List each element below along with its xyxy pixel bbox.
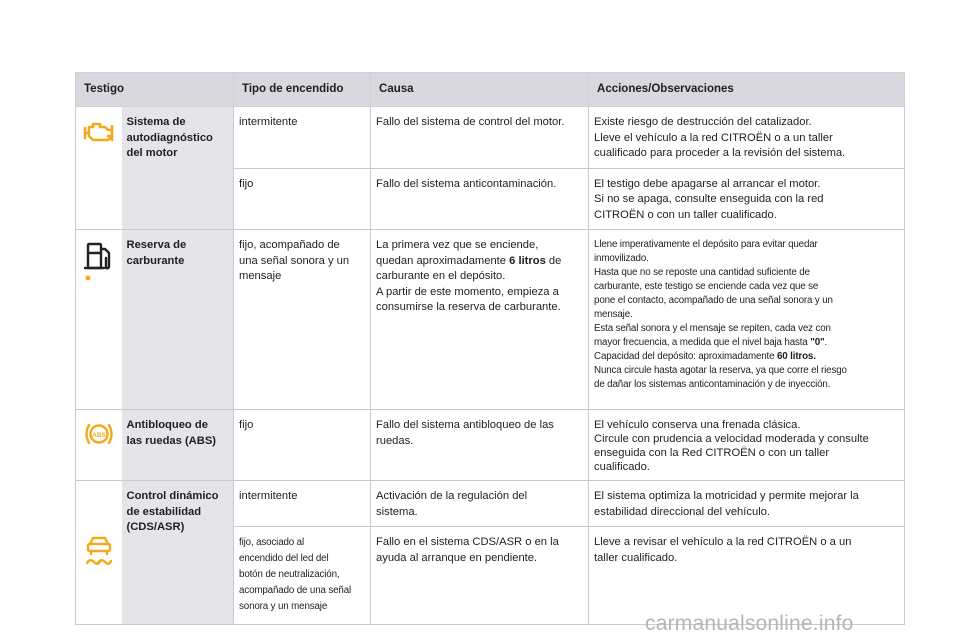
fuel-reserve-litres: 6 litros	[509, 254, 546, 267]
row-name-cell	[122, 107, 234, 230]
acciones-text: Lleve a revisar el vehículo a la red CITROËN o a un	[594, 536, 852, 548]
row-name-cell	[122, 410, 234, 481]
table-header-row	[76, 73, 905, 107]
row-name-cell	[122, 230, 234, 410]
tipo-text: intermitente	[239, 116, 298, 128]
tipo-cell	[234, 527, 371, 625]
acciones-text: Hasta que no se reposte una cantidad suficiente de	[594, 267, 810, 278]
table-row	[76, 230, 905, 410]
acciones-text: cualificado para proceder a la revisión del sistema.	[594, 147, 846, 159]
acciones-text: pone el contacto, acompañado de una señal sonora y un	[594, 295, 833, 306]
acciones-text: enseguida con la Red CITROËN o con un taller	[594, 447, 830, 459]
causa-cell	[371, 107, 589, 169]
icon-cell	[76, 107, 122, 230]
acciones-cell	[589, 168, 905, 230]
causa-cell	[371, 410, 589, 481]
acciones-text-part: mayor frecuencia, a medida que el nivel baja hasta	[594, 337, 811, 348]
stability-control-icon	[83, 533, 115, 567]
tipo-text: fijo, asociado al	[239, 537, 304, 548]
acciones-text: mensaje.	[594, 309, 633, 320]
acciones-text: Nunca circule hasta agotar la reserva, ya que corre el riesgo	[594, 365, 847, 376]
abs-icon	[83, 420, 115, 448]
acciones-text: Llene imperativamente el depósito para evitar quedar	[594, 239, 818, 250]
acciones-cell	[589, 481, 905, 527]
tipo-text: mensaje	[239, 270, 282, 282]
row-name-line: del motor	[126, 147, 178, 159]
row-name-line: de estabilidad	[126, 505, 202, 518]
header-acciones: Acciones/Observaciones	[589, 73, 905, 107]
acciones-text	[594, 336, 898, 350]
acciones-cell	[589, 230, 905, 410]
header-causa: Causa	[371, 73, 589, 107]
row-name-line: Reserva de	[126, 239, 187, 251]
tipo-cell	[234, 168, 371, 230]
icon-cell	[76, 481, 122, 625]
tipo-text: fijo	[239, 419, 254, 431]
causa-cell	[371, 230, 589, 410]
icon-cell	[76, 410, 122, 481]
engine-check-icon	[82, 119, 116, 147]
header-tipo: Tipo de encendido	[234, 73, 371, 107]
tipo-text: intermitente	[239, 490, 298, 502]
row-name-cell	[122, 481, 234, 625]
row-name-line: autodiagnóstico	[126, 131, 213, 144]
tipo-text: encendido del led del	[239, 553, 329, 564]
causa-text: carburante en el depósito.	[376, 270, 506, 282]
tipo-text: fijo	[239, 177, 254, 190]
causa-text: A partir de este momento, empieza a	[376, 285, 559, 298]
acciones-text-part: Capacidad del depósito: aproximadamente	[594, 351, 777, 362]
acciones-text: CITROËN o con un taller cualificado.	[594, 208, 777, 221]
tipo-cell	[234, 230, 371, 410]
acciones-text: El testigo debe apagarse al arrancar el motor.	[594, 177, 821, 190]
acciones-text: de dañar los sistemas anticontaminación y de inyección.	[594, 379, 831, 390]
acciones-text: Si no se apaga, consulte enseguida con la red	[594, 193, 824, 205]
tipo-text: fijo, acompañado de	[239, 239, 340, 251]
acciones-text: inmovilizado.	[594, 253, 649, 264]
row-name-line: Control dinámico	[126, 490, 219, 502]
tipo-text: botón de neutralización,	[239, 569, 340, 580]
acciones-text: El vehículo conserva una frenada clásica.	[594, 419, 801, 431]
acciones-text: carburante, este testigo se enciende cada vez que se	[594, 281, 819, 292]
table-row	[76, 107, 905, 169]
tipo-cell	[234, 481, 371, 527]
causa-text: Fallo en el sistema CDS/ASR o en la	[376, 536, 559, 548]
causa-text: consumirse la reserva de carburante.	[376, 301, 561, 313]
causa-text: Fallo del sistema de control del motor.	[376, 116, 565, 128]
table-row	[76, 481, 905, 527]
acciones-cell	[589, 527, 905, 625]
acciones-text: Existe riesgo de destrucción del catalizador.	[594, 116, 812, 128]
row-name-line: (CDS/ASR)	[126, 521, 185, 533]
acciones-text: estabilidad direccional del vehículo.	[594, 505, 771, 518]
causa-text: sistema.	[376, 505, 418, 518]
causa-cell	[371, 527, 589, 625]
causa-text: Fallo del sistema anticontaminación.	[376, 177, 557, 190]
causa-text: ayuda al arranque en pendiente.	[376, 551, 538, 564]
acciones-text: Circule con prudencia a velocidad moderada y consulte	[594, 433, 869, 445]
icon-cell	[76, 230, 122, 410]
acciones-text	[594, 350, 898, 364]
causa-text: ruedas.	[376, 434, 414, 447]
causa-cell	[371, 168, 589, 230]
row-name-line: Sistema de	[126, 116, 186, 128]
row-name-line: carburante	[126, 254, 185, 267]
tipo-cell	[234, 410, 371, 481]
acciones-text: El sistema optimiza la motricidad y permite mejorar la	[594, 490, 859, 502]
fuel-level-zero: "0"	[810, 337, 825, 348]
tipo-text: una señal sonora y un	[239, 254, 350, 267]
warning-lights-table	[75, 72, 905, 625]
tipo-text: acompañado de una señal	[239, 585, 352, 596]
table-row	[76, 410, 905, 481]
causa-text: Fallo del sistema antibloqueo de las	[376, 419, 554, 431]
fuel-pump-icon	[82, 240, 116, 284]
acciones-text: taller cualificado.	[594, 551, 678, 564]
acciones-text: cualificado.	[594, 461, 650, 473]
tipo-text: sonora y un mensaje	[239, 601, 328, 612]
row-name-line: las ruedas (ABS)	[126, 434, 217, 447]
tank-capacity: 60 litros.	[777, 351, 816, 362]
acciones-text: Esta señal sonora y el mensaje se repiten, cada vez con	[594, 323, 831, 334]
acciones-text-part: .	[824, 337, 828, 348]
causa-cell	[371, 481, 589, 527]
row-name-line: Antibloqueo de	[126, 419, 208, 431]
acciones-text: Lleve el vehículo a la red CITROËN o a un taller	[594, 131, 833, 144]
header-testigo: Testigo	[76, 73, 234, 107]
watermark: carmanualsonline.info	[645, 612, 854, 635]
svg-text:ABS: ABS	[91, 432, 106, 439]
acciones-cell	[589, 410, 905, 481]
acciones-cell	[589, 107, 905, 169]
causa-text: La primera vez que se enciende,	[376, 239, 539, 251]
causa-text: Activación de la regulación del	[376, 490, 528, 502]
causa-text	[376, 254, 582, 270]
causa-text-part: quedan aproximadamente	[376, 254, 510, 267]
causa-text-part: de	[545, 254, 562, 267]
tipo-cell	[234, 107, 371, 169]
